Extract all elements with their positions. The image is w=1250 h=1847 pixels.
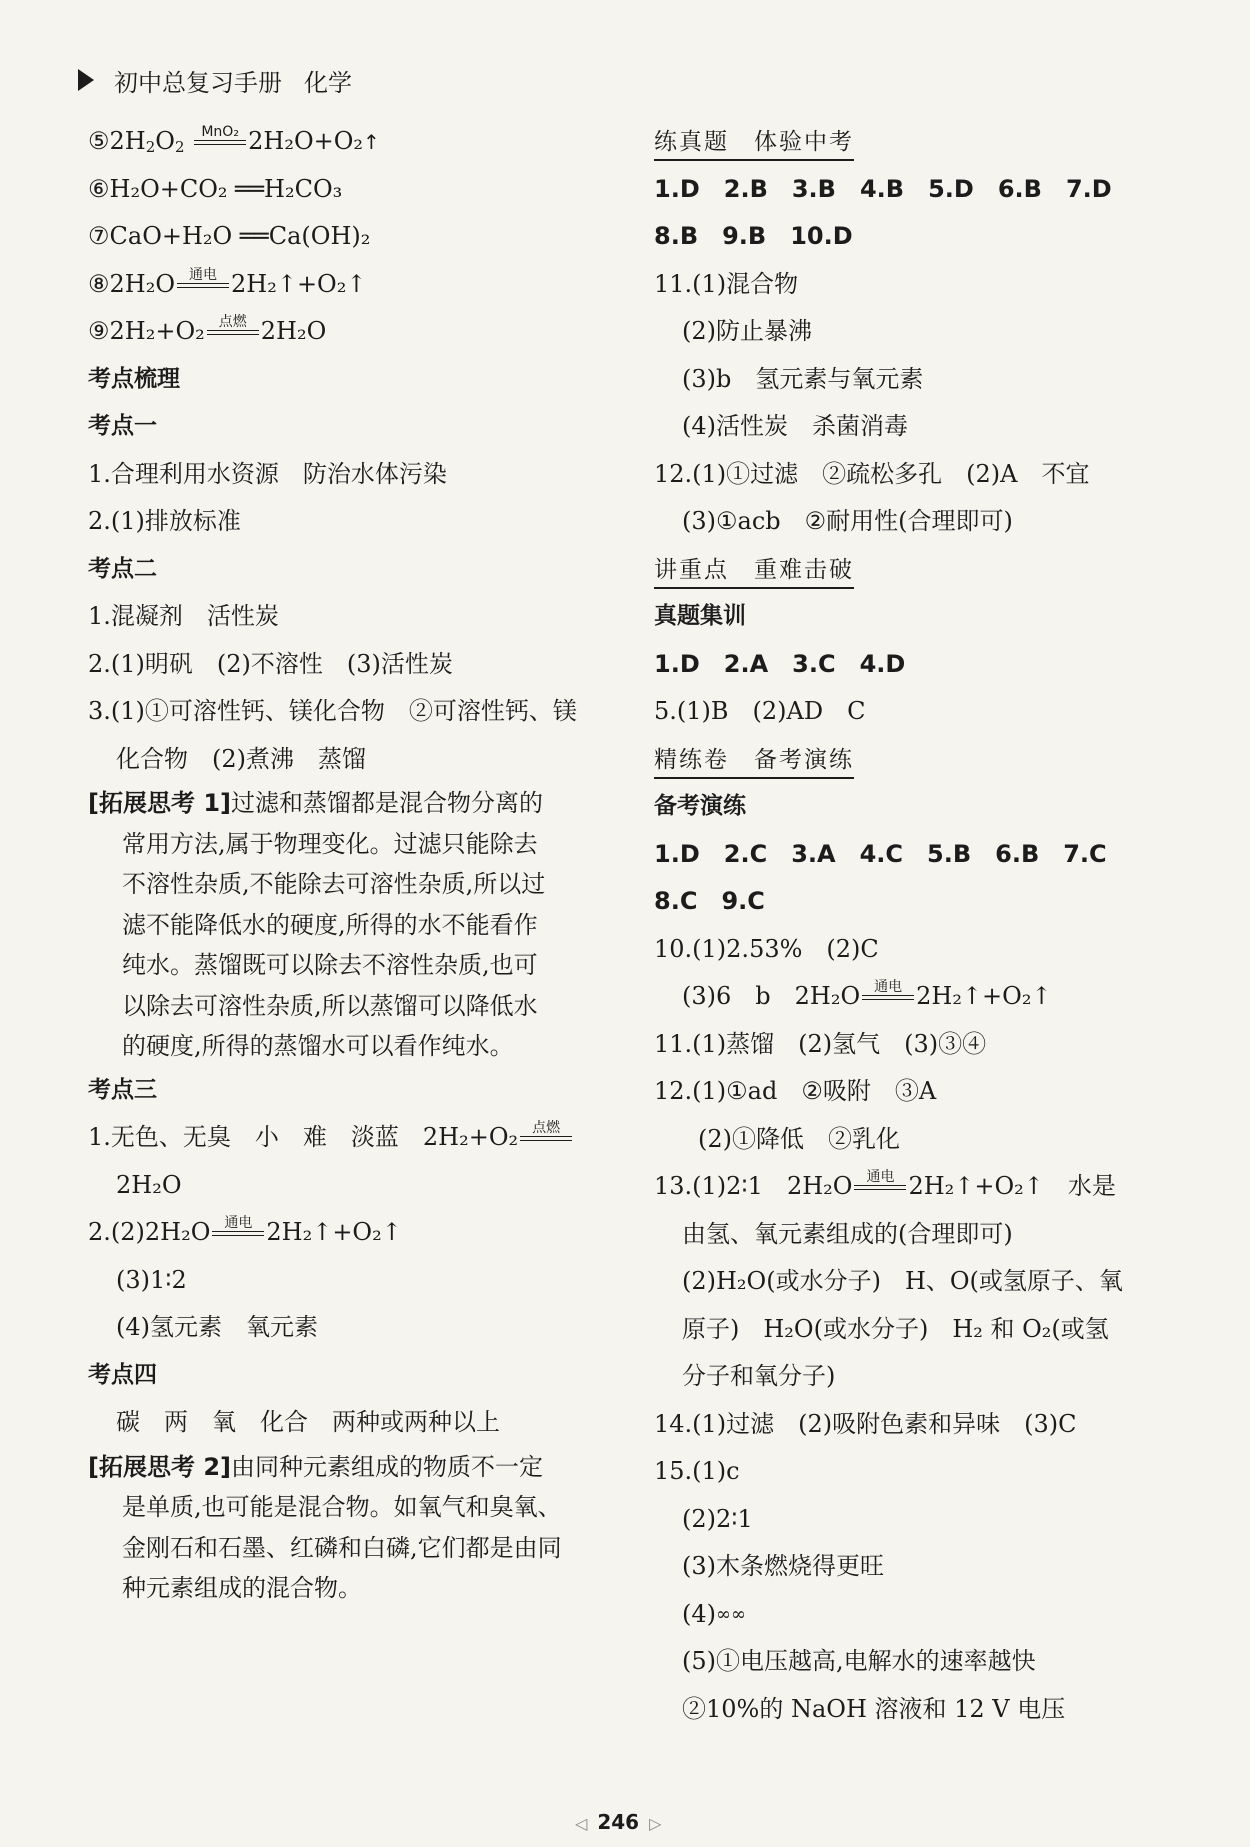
extension-thinking-1 xyxy=(88,783,628,1067)
q13-rhs: 2H₂↑+O₂↑ 水是 xyxy=(908,1172,1116,1200)
kd3-1-cond-text: 点燃 xyxy=(532,1120,561,1136)
answer: 5.D xyxy=(928,174,974,203)
kd2-line3b: 化合物 (2)煮沸 蒸馏 xyxy=(116,744,366,773)
equation-8 xyxy=(88,261,628,309)
section-kdsl: 考点梳理 xyxy=(88,365,180,392)
eq5-condition xyxy=(194,124,246,145)
eq5-num: ⑤ xyxy=(88,127,110,155)
eq8-lhs: ⑧2H₂O xyxy=(88,269,176,298)
q13-lhs: 13.(1)2∶1 2H₂O xyxy=(654,1172,853,1200)
kd1-line1: 1.合理利用水资源 防治水体污染 xyxy=(88,459,447,488)
answer: 7.C xyxy=(1063,839,1107,868)
tz1-line: 不溶性杂质,不能除去可溶性杂质,所以过 xyxy=(122,870,546,898)
eq9-lhs: ⑨2H₂+O₂ xyxy=(88,317,205,345)
q15-line5: (5)①电压越高,电解水的速率越快 xyxy=(682,1647,1036,1675)
answer-row xyxy=(654,213,1174,261)
header-triangle-icon xyxy=(78,69,94,91)
answer: 3.B xyxy=(791,174,836,203)
kd3-line4: (4)氢元素 氧元素 xyxy=(116,1313,318,1341)
q13-line2: 由氢、氧元素组成的(合理即可) xyxy=(682,1219,1013,1248)
kd3-1a: 1.无色、无臭 小 难 淡蓝 2H₂+O₂ xyxy=(88,1123,519,1151)
kd3-line2 xyxy=(88,1209,628,1257)
eq8-rhs: 2H₂↑+O₂↑ xyxy=(231,269,367,298)
answer-row xyxy=(654,641,1174,689)
answer: 4.C xyxy=(859,839,904,868)
book-title: 初中总复习手册 xyxy=(114,68,282,97)
subject-label: 化学 xyxy=(304,68,352,97)
q11-line2: (2)防止暴沸 xyxy=(682,317,812,345)
tz1-line: 以除去可溶性杂质,所以蒸馏可以降低水 xyxy=(122,991,538,1020)
heading-kd3: 考点三 xyxy=(88,1076,157,1103)
eq8-condition xyxy=(177,267,229,288)
heading-kd1: 考点一 xyxy=(88,413,157,439)
q11-line3: (3)b 氢元素与氧元素 xyxy=(682,364,924,393)
equation-5: $⑤2H_2O_2$ MnO₂ 2H₂O+O₂↑ xyxy=(88,124,380,156)
answer-row xyxy=(654,166,1174,214)
q12b-line2: (2)①降低 ②乳化 xyxy=(698,1124,900,1153)
tz1-first: 过滤和蒸馏都是混合物分离的 xyxy=(231,789,543,817)
kd3-2-lhs: 2.(2)2H₂O xyxy=(88,1218,211,1246)
heading-ztjx: 真题集训 xyxy=(654,603,746,629)
kd3-line1a xyxy=(88,1114,628,1162)
kd2-line3a: 3.(1)①可溶性钙、镁化合物 ②可溶性钙、镁 xyxy=(88,697,577,725)
q15-line2: (2)2∶1 xyxy=(682,1504,753,1533)
tz2-line: 是单质,也可能是混合物。如氧气和臭氧、 xyxy=(122,1493,562,1521)
equation-7: ⑦CaO+H₂O ══Ca(OH)₂ xyxy=(88,222,371,250)
tz1-line: 纯水。蒸馏既可以除去不溶性杂质,也可 xyxy=(122,951,538,979)
molecule-diagram-icon: ∞∞ xyxy=(716,1604,746,1625)
section-exam-practice xyxy=(654,736,1174,784)
eq9-cond-text: 点燃 xyxy=(218,314,247,330)
q12-line1: 12.(1)①过滤 ②疏松多孔 (2)A 不宜 xyxy=(654,459,1090,488)
q13-line5: 分子和氧分子) xyxy=(682,1362,836,1390)
left-column xyxy=(88,118,628,1609)
kd2-line1: 1.混凝剂 活性炭 xyxy=(88,602,279,630)
kd3-2-rhs: 2H₂↑+O₂↑ xyxy=(266,1218,402,1246)
answer: 7.D xyxy=(1065,174,1112,203)
q13-cond-text: 通电 xyxy=(866,1169,895,1185)
answer: 2.C xyxy=(723,839,768,868)
page-number xyxy=(565,1810,671,1834)
sec2-title: 讲重点 重难击破 xyxy=(654,557,854,589)
kd3-line1b: 2H₂O xyxy=(116,1170,182,1199)
heading-kd2: 考点二 xyxy=(88,555,157,582)
answer-row xyxy=(654,831,1174,879)
tz2-first: 由同种元素组成的物质不一定 xyxy=(231,1452,543,1481)
q10-line2 xyxy=(654,973,1174,1021)
tz1-line: 常用方法,属于物理变化。过滤只能除去 xyxy=(122,829,538,858)
q15-line3: (3)木条燃烧得更旺 xyxy=(682,1552,884,1580)
q11-line4: (4)活性炭 杀菌消毒 xyxy=(682,412,908,440)
q10-3-lhs: (3)6 b 2H₂O xyxy=(682,982,861,1010)
answer: 1.D xyxy=(654,839,700,868)
right-column xyxy=(654,118,1174,1733)
sec3-title: 精练卷 备考演练 xyxy=(654,747,854,779)
answer-row xyxy=(654,878,1174,926)
eq5-rhs: 2H₂O+O₂ xyxy=(248,127,364,155)
q10-3-condition xyxy=(862,979,914,1000)
equation-9 xyxy=(88,308,628,356)
kd3-2-cond-text: 通电 xyxy=(224,1215,253,1231)
kd1-line2: 2.(1)排放标准 xyxy=(88,507,241,535)
page-number-value: 246 xyxy=(597,1810,640,1834)
q10-3-rhs: 2H₂↑+O₂↑ xyxy=(916,982,1052,1010)
answer: 8.B xyxy=(654,222,699,250)
q13-line1 xyxy=(654,1163,1174,1211)
section-practice-real xyxy=(654,118,1174,166)
section-key-points xyxy=(654,546,1174,594)
page-left-mark-icon: ◁ xyxy=(575,1814,588,1833)
heading-kd4: 考点四 xyxy=(88,1361,157,1388)
tz1-label: [拓展思考 1] xyxy=(88,789,231,817)
q5-line: 5.(1)B (2)AD C xyxy=(654,697,866,725)
q11b-line: 11.(1)蒸馏 (2)氢气 (3)③④ xyxy=(654,1029,987,1058)
kd4-line1: 碳 两 氧 化合 两种或两种以上 xyxy=(116,1408,500,1436)
q10-line1: 10.(1)2.53% (2)C xyxy=(654,934,879,963)
tz2-line: 种元素组成的混合物。 xyxy=(122,1574,362,1602)
sec1-title: 练真题 体验中考 xyxy=(654,129,854,161)
tz2-label: [拓展思考 2] xyxy=(88,1452,231,1481)
answer: 2.A xyxy=(723,649,769,678)
eq9-rhs: 2H₂O xyxy=(260,317,327,345)
kd2-line2: 2.(1)明矾 (2)不溶性 (3)活性炭 xyxy=(88,649,453,678)
eq5-cond-text: MnO₂ xyxy=(201,124,239,140)
answer: 6.B xyxy=(995,839,1040,868)
extension-thinking-2 xyxy=(88,1447,628,1609)
answer: 3.A xyxy=(791,839,836,868)
q15-line1: 15.(1)c xyxy=(654,1457,740,1485)
tz1-line: 滤不能降低水的硬度,所得的水不能看作 xyxy=(122,910,538,939)
eq9-condition xyxy=(207,314,259,335)
page-right-mark-icon: ▷ xyxy=(649,1814,662,1833)
eq8-cond-text: 通电 xyxy=(189,266,218,283)
answer: 9.B xyxy=(722,222,767,250)
heading-bkyl: 备考演练 xyxy=(654,793,746,819)
q12b-line1: 12.(1)①ad ②吸附 ③A xyxy=(654,1077,937,1105)
answer: 5.B xyxy=(927,839,972,868)
page-header xyxy=(78,62,352,98)
q13-condition xyxy=(854,1169,906,1190)
answer: 10.D xyxy=(790,222,853,250)
q15-4-label: (4) xyxy=(682,1599,716,1628)
tz2-line: 金刚石和石墨、红磷和白磷,它们都是由同 xyxy=(122,1533,562,1562)
q11-line1: 11.(1)混合物 xyxy=(654,269,799,298)
answer: 4.D xyxy=(859,649,906,678)
answer: 1.D xyxy=(654,174,700,203)
answer: 6.B xyxy=(997,174,1042,203)
q13-line4: 原子) H₂O(或水分子) H₂ 和 O₂(或氢 xyxy=(682,1314,1109,1343)
q14-line: 14.(1)过滤 (2)吸附色素和异味 (3)C xyxy=(654,1409,1077,1438)
q12-line2: (3)①acb ②耐用性(合理即可) xyxy=(682,507,1013,535)
answer: 2.B xyxy=(723,174,768,203)
q15-line4 xyxy=(654,1591,1174,1639)
answer: 9.C xyxy=(721,887,765,915)
tz1-line: 的硬度,所得的蒸馏水可以看作纯水。 xyxy=(122,1032,514,1060)
kd3-1-condition xyxy=(520,1120,572,1141)
q15-line6: ②10%的 NaOH 溶液和 12 V 电压 xyxy=(682,1694,1066,1723)
kd3-2-condition xyxy=(212,1215,264,1236)
answer: 1.D xyxy=(654,649,700,678)
q13-line3: (2)H₂O(或水分子) H、O(或氢原子、氧 xyxy=(682,1267,1123,1295)
answer: 4.B xyxy=(859,174,905,203)
equation-6: ⑥H₂O+CO₂ ══H₂CO₃ xyxy=(88,174,343,203)
answer: 8.C xyxy=(654,887,698,915)
kd3-line3: (3)1∶2 xyxy=(116,1265,187,1294)
q10-3-cond-text: 通电 xyxy=(874,979,903,995)
answer: 3.C xyxy=(792,649,836,678)
